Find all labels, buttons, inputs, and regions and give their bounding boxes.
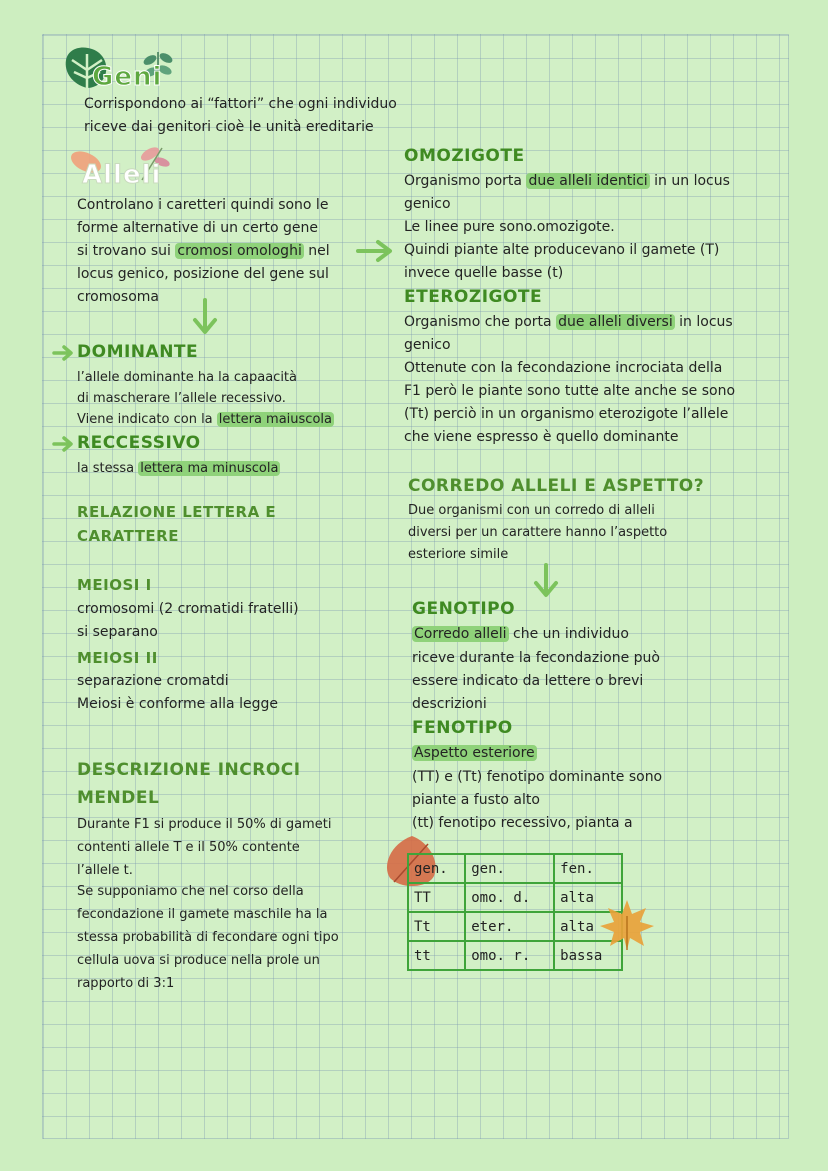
arrow-right-icon (52, 434, 76, 454)
alleli-line: si trovano sui cromosi omologhi nel (77, 243, 330, 259)
omozigote-line: Le linee pure sono.omozigote. (404, 219, 615, 235)
meiosi-ii-heading: MEIOSI II (77, 649, 158, 667)
eterozigote-line: Organismo che porta due alleli diversi in locus (404, 314, 733, 330)
corredo-line: diversi per un carattere hanno l’aspetto (408, 525, 668, 540)
highlight: Aspetto esteriore (414, 745, 535, 761)
table-cell: gen. (408, 854, 465, 883)
incroci-heading: DESCRIZIONE INCROCI (77, 760, 301, 780)
table-row (408, 883, 622, 912)
meiosi-line: cromosomi (2 cromatidi fratelli) (77, 601, 299, 617)
table-cell: alta (554, 912, 622, 941)
incroci-line: contenti allele T e il 50% contente (77, 840, 300, 855)
genotipo-line: Corredo alleli che un individuo (414, 626, 629, 642)
dominante-line: Viene indicato con la lettera maiuscola (77, 412, 332, 427)
table-row (408, 941, 622, 970)
highlight: cromosi omologhi (177, 243, 302, 259)
incroci-line: l’allele t. (77, 863, 133, 878)
highlight: lettera maiuscola (218, 412, 332, 427)
omozigote-line: Quindi piante alte producevano il gamete (T) (404, 242, 720, 258)
dominante-line: di mascherare l’allele recessivo. (77, 391, 286, 406)
omozigote-line: invece quelle basse (t) (404, 265, 564, 281)
dominante-line: l’allele dominante ha la capaacità (77, 370, 297, 385)
fenotipo-line: (TT) e (Tt) fenotipo dominante sono (412, 769, 663, 785)
eterozigote-line: F1 però le piante sono tutte alte anche se sono (404, 383, 736, 399)
incroci-line: Durante F1 si produce il 50% di gameti (77, 817, 332, 832)
relazione-heading: CARATTERE (77, 527, 179, 545)
highlight: due alleli identici (528, 173, 648, 189)
arrow-right-icon (356, 238, 394, 264)
alleli-line: locus genico, posizione del gene sul (77, 266, 329, 282)
table-cell: bassa (554, 941, 622, 970)
eterozigote-line: che viene espresso è quello dominante (404, 429, 679, 445)
fenotipo-heading: FENOTIPO (412, 718, 513, 738)
maple-leaf-icon (598, 896, 656, 952)
genotipo-line: descrizioni (412, 696, 487, 712)
recessivo-line: la stessa lettera ma minuscola (77, 461, 279, 476)
omozigote-line: Organismo porta due alleli identici in un locus (404, 173, 730, 189)
dominante-heading: DOMINANTE (77, 342, 199, 362)
eterozigote-line: Ottenute con la fecondazione incrociata della (404, 360, 723, 376)
omozigote-line: genico (404, 196, 451, 212)
table-cell: TT (408, 883, 465, 912)
arrow-right-icon (52, 343, 76, 363)
genotipo-line: riceve durante la fecondazione può (412, 650, 660, 666)
genotype-table (407, 853, 623, 971)
geni-title: Geni (92, 62, 163, 92)
table-row (408, 912, 622, 941)
omozigote-heading: OMOZIGOTE (404, 146, 525, 166)
table-row (408, 854, 622, 883)
relazione-heading: RELAZIONE LETTERA E (77, 503, 277, 521)
incroci-line: cellula uova si produce nella prole un (77, 953, 320, 968)
highlight: due alleli diversi (558, 314, 673, 330)
genotipo-heading: GENOTIPO (412, 599, 516, 619)
table-cell: alta (554, 883, 622, 912)
incroci-line: Se supponiamo che nel corso della (77, 884, 304, 899)
corredo-line: esteriore simile (408, 547, 509, 562)
recessivo-heading: RECCESSIVO (77, 433, 201, 453)
meiosi-line: Meiosi è conforme alla legge (77, 696, 278, 712)
incroci-line: fecondazione il gamete maschile ha la (77, 907, 328, 922)
alleli-line: Controlano i caretteri quindi sono le (77, 197, 329, 213)
incroci-line: rapporto di 3:1 (77, 976, 175, 991)
arrow-down-icon (190, 298, 220, 338)
eterozigote-heading: ETEROZIGOTE (404, 287, 543, 307)
fenotipo-line: (tt) fenotipo recessivo, pianta a (412, 815, 633, 831)
incroci-line: stessa probabilità di fecondare ogni tipo (77, 930, 339, 945)
geni-intro-line: Corrispondono ai “fattori” che ogni individuo (84, 96, 397, 112)
table-cell: tt (408, 941, 465, 970)
table-cell: gen. (465, 854, 554, 883)
table-cell: Tt (408, 912, 465, 941)
eterozigote-line: genico (404, 337, 451, 353)
eterozigote-line: (Tt) perciò in un organismo eterozigote l’allele (404, 406, 729, 422)
corredo-line: Due organismi con un corredo di alleli (408, 503, 655, 518)
table-cell: omo. r. (465, 941, 554, 970)
highlight: Corredo alleli (414, 626, 507, 642)
fenotipo-line (412, 742, 537, 765)
alleli-line: cromosoma (77, 289, 159, 305)
meiosi-line: separazione cromatdi (77, 673, 229, 689)
meiosi-line: si separano (77, 624, 158, 640)
alleli-title: Alleli (82, 160, 162, 190)
fenotipo-line: piante a fusto alto (412, 792, 540, 808)
corredo-heading: CORREDO ALLELI E ASPETTO? (408, 476, 705, 496)
incroci-heading: MENDEL (77, 788, 160, 808)
genotipo-line: essere indicato da lettere o brevi (412, 673, 644, 689)
highlight: lettera ma minuscola (140, 461, 279, 476)
geni-intro-line: riceve dai genitori cioè le unità ereditarie (84, 119, 374, 135)
arrow-down-icon (531, 563, 561, 601)
table-cell: omo. d. (465, 883, 554, 912)
meiosi-i-heading: MEIOSI I (77, 576, 152, 594)
table-cell: eter. (465, 912, 554, 941)
alleli-line: forme alternative di un certo gene (77, 220, 318, 236)
table-cell: fen. (554, 854, 622, 883)
